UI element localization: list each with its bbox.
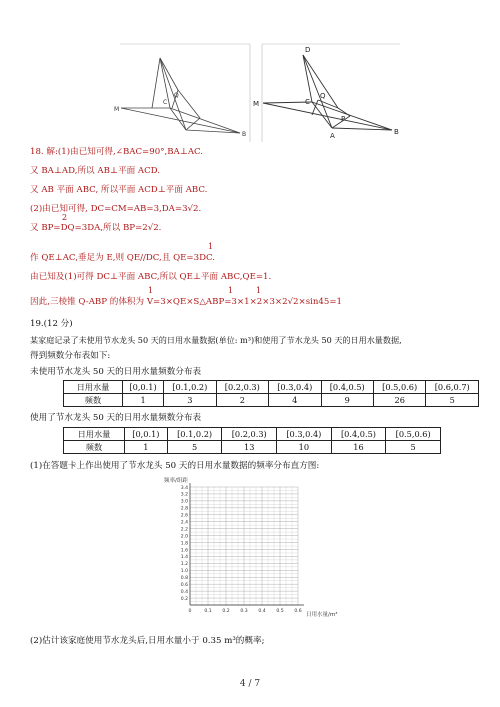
solution18-line6-superscript: 1	[208, 242, 214, 251]
table2-header-2: [0.1,0.2)	[167, 428, 222, 441]
table1-cell-1: 1	[123, 394, 164, 407]
y-tick-label: 2.8	[180, 506, 188, 512]
table2-header-3: [0.2,0.3)	[222, 428, 277, 441]
y-tick-label: 3.0	[180, 499, 188, 505]
table2-cell-3: 13	[222, 441, 277, 454]
solution18-line5: 又 BP=DQ=3DA,所以 BP=2√2.	[30, 223, 162, 233]
left-pyramid-figure	[121, 58, 240, 133]
solution18-line8-superscript-2: 1	[228, 286, 234, 295]
table1-cell-5: 9	[321, 394, 373, 407]
table-row	[64, 381, 479, 394]
table1-cell-7: 5	[426, 394, 479, 407]
y-tick-label: 1.8	[180, 541, 188, 547]
solution18-line4: (2)由已知可得, DC=CM=AB=3,DA=3√2.	[30, 204, 202, 214]
table1-header-7: [0.6,0.7)	[426, 381, 479, 394]
x-tick-label: 0	[188, 609, 192, 614]
y-tick-label: 0.6	[180, 582, 188, 588]
y-tick-label: 1.4	[180, 555, 188, 561]
table2-header-1: [0,0.1)	[125, 428, 168, 441]
table2-header-6: [0.5,0.6)	[386, 428, 441, 441]
left-label-B: B	[242, 131, 247, 138]
x-tick-label: 0.2	[222, 609, 230, 614]
table1-header-2: [0.1,0.2)	[164, 381, 216, 394]
table1-header-1: [0,0.1)	[123, 381, 164, 394]
table2-caption: 使用了节水龙头 50 天的日用水量频数分布表	[30, 413, 202, 423]
right-label-A: A	[330, 132, 335, 140]
solution18-line7: 由已知及(1)可得 DC⊥平面 ABC,所以 QE⊥平面 ABC,QE=1.	[30, 272, 272, 282]
table1-cell-2: 3	[164, 394, 216, 407]
y-tick-label: 1.6	[180, 548, 188, 554]
table1-header-0: 日用水量	[64, 381, 123, 394]
table1-header-5: [0.4,0.5)	[321, 381, 373, 394]
table2-frequency	[63, 427, 441, 454]
y-tick-label: 2.2	[180, 527, 188, 533]
y-tick-label: 0.4	[180, 589, 188, 595]
x-tick-label: 0.5	[276, 609, 284, 614]
table1-cell-6: 26	[373, 394, 425, 407]
geometry-figures	[0, 0, 500, 145]
table2-cell-0: 频数	[64, 441, 125, 454]
problem19-paragraph2: 得到频数分布表如下:	[30, 351, 111, 361]
y-tick-label: 2.6	[180, 513, 188, 519]
table1-cell-4: 4	[269, 394, 321, 407]
table2-cell-1: 1	[125, 441, 168, 454]
right-label-P: P	[341, 115, 346, 123]
right-label-B: B	[394, 128, 399, 136]
question1-text: (1)在答题卡上作出使用了节水龙头 50 天的日用水量数据的频率分布直方图:	[30, 461, 320, 471]
table1-header-4: [0.3,0.4)	[269, 381, 321, 394]
table-row	[64, 394, 479, 407]
left-label-M: M	[114, 106, 120, 113]
table1-header-6: [0.5,0.6)	[373, 381, 425, 394]
left-label-C: C	[163, 99, 168, 106]
table2-header-0: 日用水量	[64, 428, 125, 441]
solution18-line8: 因此,三棱锥 Q-ABP 的体积为 V=3×QE×S△ABP=3×1×2×3×2√2×sin45=1	[30, 297, 343, 307]
y-tick-label: 0.8	[180, 576, 188, 582]
x-tick-label: 0.3	[240, 609, 248, 614]
solution18-line6: 作 QE⊥AC,垂足为 E,则 QE//DC,且 QE=3DC.	[30, 253, 215, 263]
solution18-line2: 又 BA⊥AD,所以 AB⊥平面 ACD.	[30, 166, 160, 176]
y-tick-label: 1.2	[180, 562, 188, 568]
y-tick-label: 3.4	[180, 485, 188, 491]
solution18-line1: 18. 解:(1)由已知可得,∠BAC=90°,BA⊥AC.	[30, 147, 204, 157]
blank-histogram-grid	[160, 473, 340, 623]
solution18-line5-superscript: 2	[62, 213, 68, 222]
y-tick-label: 1.0	[180, 569, 188, 575]
page-number: 4 / 7	[239, 679, 261, 689]
table1-frequency	[63, 380, 479, 407]
y-tick-label: 2.4	[180, 520, 188, 526]
solution18-line8-superscript-1: 1	[148, 286, 154, 295]
right-label-Q: Q	[320, 92, 326, 100]
table-row	[64, 428, 441, 441]
x-tick-label: 0.1	[204, 609, 212, 614]
table1-cell-0: 频数	[64, 394, 123, 407]
table2-header-5: [0.4,0.5)	[331, 428, 386, 441]
right-label-M: M	[253, 100, 260, 108]
table2-cell-2: 5	[167, 441, 222, 454]
table2-cell-4: 10	[277, 441, 332, 454]
problem19-paragraph1: 某家庭记录了未使用节水龙头 50 天的日用水量数据(单位: m³)和使用了节水龙头 50 天的日用水量数据,	[30, 335, 402, 345]
right-pyramid-figure	[263, 55, 392, 130]
grid-xlabel: 日用水量/m³	[306, 612, 338, 618]
solution18-line3: 又 AB 平面 ABC, 所以平面 ACD⊥平面 ABC.	[30, 185, 208, 195]
right-label-C: C	[305, 98, 310, 106]
right-label-D: D	[305, 46, 311, 54]
table1-caption: 未使用节水龙头 50 天的日用水量频数分布表	[30, 367, 202, 377]
x-tick-label: 0.6	[294, 609, 302, 614]
question2-text: (2)估计该家庭使用节水龙头后,日用水量小于 0.35 m³的概率;	[30, 636, 265, 646]
x-tick-label: 0.4	[258, 609, 266, 614]
table1-cell-3: 2	[216, 394, 268, 407]
left-label-Q: Q	[174, 92, 179, 99]
y-tick-label: 0.2	[180, 596, 188, 602]
y-tick-label: 2.0	[180, 534, 188, 540]
y-tick-label: 3.2	[180, 492, 188, 498]
grid-ylabel: 频率/组距	[164, 478, 188, 484]
table2-header-4: [0.3,0.4)	[277, 428, 332, 441]
table-row	[64, 441, 441, 454]
table2-cell-5: 16	[331, 441, 386, 454]
table1-header-3: [0.2,0.3)	[216, 381, 268, 394]
problem19-header: 19.(12 分)	[30, 319, 73, 329]
table2-cell-6: 5	[386, 441, 441, 454]
solution18-line8-superscript-3: 1	[256, 286, 262, 295]
